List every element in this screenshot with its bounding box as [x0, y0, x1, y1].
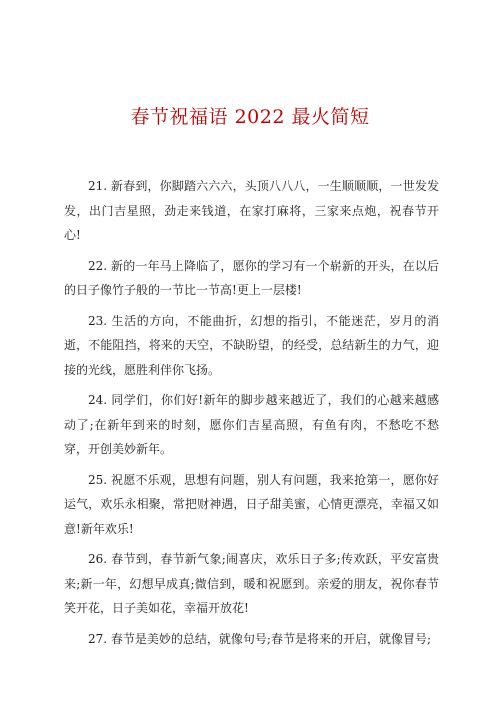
paragraph-25: 25. 祝愿不乐观，思想有问题，别人有问题，我来抢第一，愿你好运气，欢乐永相聚，常把财神遇，日子甜美蜜，心情更漂亮，幸福又如意!新年欢乐!: [64, 472, 439, 536]
paragraph-27: 27. 春节是美妙的总结，就像句号;春节是将来的开启，就像冒号;: [88, 631, 431, 646]
paragraph-23: 23. 生活的方向，不能曲折，幻想的指引，不能迷茫，岁月的消逝，不能阻挡，将来的天空，不缺盼望，的经受，总结新生的力气，迎接的光线，愿胜利伴你飞扬。: [64, 313, 439, 377]
paragraph-26: 26. 春节到，春节新气象;闹喜庆，欢乐日子多;传欢跃，平安富贵来;新一年，幻想早成真;微信到，暖和祝愿到。亲爱的朋友，祝你春节笑开花，日子美如花，幸福开放花!: [64, 552, 439, 615]
document-body: [64, 174, 439, 657]
document-title: 春节祝福语 2022 最火简短: [130, 106, 370, 128]
paragraph-24: 24. 同学们，你们好!新年的脚步越来越近了，我们的心越来越感动了;在新年到来的时刻，愿你们吉星高照，有鱼有肉，不愁吃不愁穿，开创美妙新年。: [64, 393, 439, 456]
paragraph-22: 22. 新的一年马上降临了，愿你的学习有一个崭新的开头，在以后的日子像竹子般的一节比一节高!更上一层楼!: [64, 258, 439, 297]
paragraph-21: 21. 新春到，你脚踏六六六，头顶八八八，一生顺顺顺，一世发发发，出门吉星照，劲走来钱道，在家打麻将，三家来点炮，祝春节开心!: [64, 179, 439, 242]
